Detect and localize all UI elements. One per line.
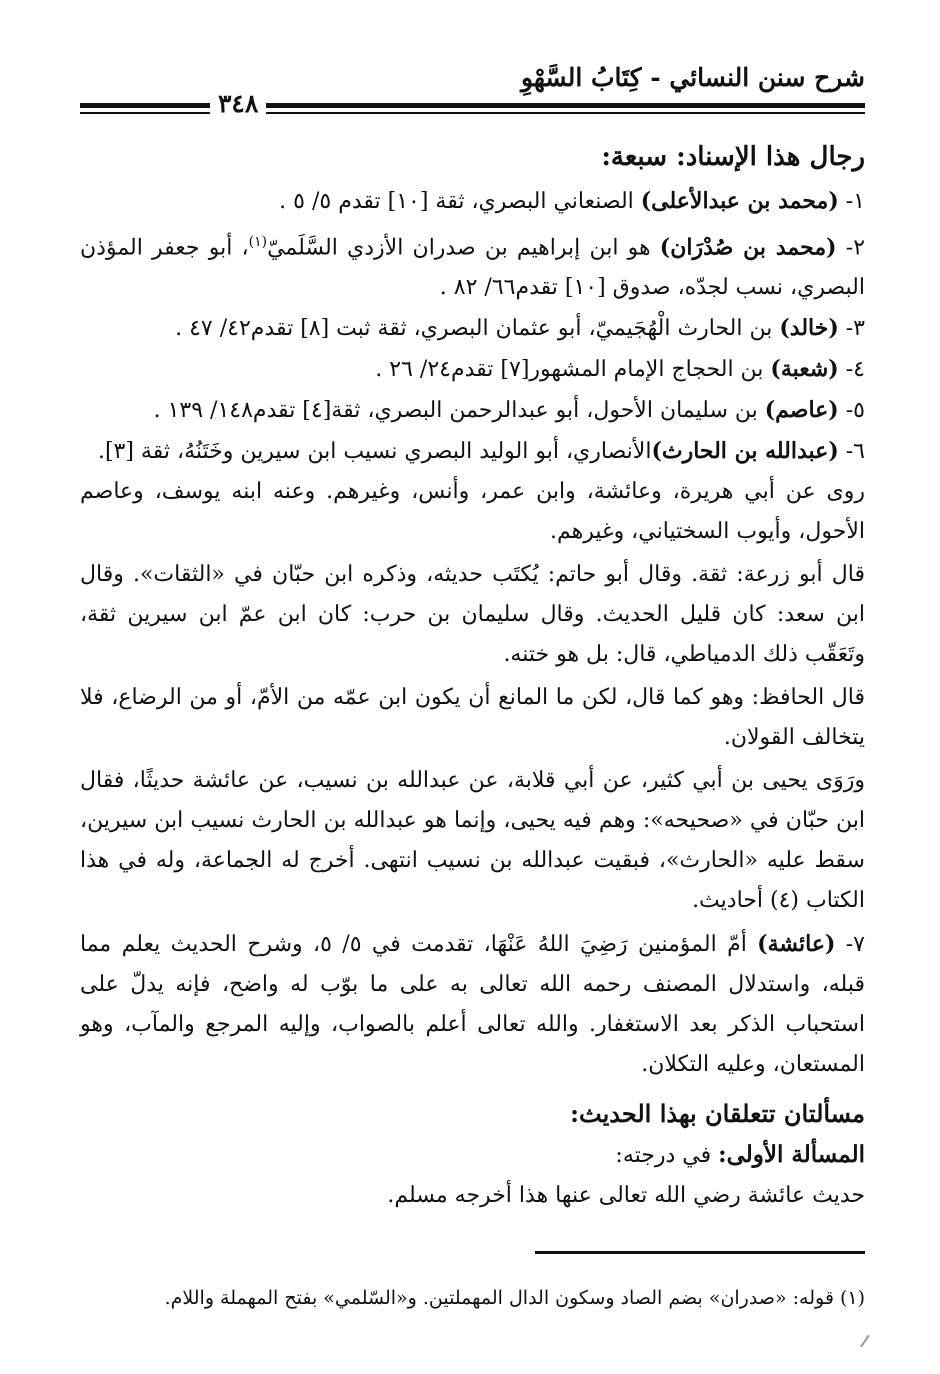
footnote-reference[interactable]: (١) xyxy=(248,234,268,250)
narrator-name: (عائشة) xyxy=(757,931,836,958)
narrator-number: ٣- xyxy=(838,316,865,342)
narrator-details: بن الحجاج الإمام المشهور[٧] تقدم٢٤/ ٢٦ . xyxy=(375,357,771,383)
narrator-2 xyxy=(80,222,865,308)
narrator-7 xyxy=(80,924,865,1085)
narrator-details: بن الحارث الْهُجَيميّ، أبو عثمان البصري، ثقة ثبت [٨] تقدم٤٢/ ٤٧ . xyxy=(175,316,780,342)
narrator-name: (محمد بن عبدالأعلى) xyxy=(640,188,839,214)
narrator-details: هو ابن إبراهيم بن صدران الأزدي السَّلَميّ xyxy=(267,235,660,261)
main-text xyxy=(80,135,865,1216)
narrator-6 xyxy=(80,431,865,472)
narrator-name: (عاصم) xyxy=(764,397,839,424)
narrator-number: ٦- xyxy=(838,439,865,465)
narrator-5 xyxy=(80,390,865,431)
section-title: رجال هذا الإسناد: سبعة: xyxy=(601,142,865,172)
narrator-details-continued: ، أبو جعفر المؤذن البصري، نسب لجدّه، صدوق [١٠] تقدم٦٦/ ٨٢ . xyxy=(80,235,865,301)
narrator-4 xyxy=(80,349,865,390)
running-title: شرح سنن النسائي - كِتَابُ السَّهْوِ xyxy=(520,63,865,92)
issues-heading: مسألتان تتعلقان بهذا الحديث: xyxy=(570,1099,865,1129)
narrator-name: (خالد) xyxy=(779,315,839,342)
narrator-name: (محمد بن صُدْرَان) xyxy=(659,234,837,261)
narrator-number: ١- xyxy=(838,189,865,214)
narrator-1 xyxy=(80,181,865,222)
narrator-3 xyxy=(80,308,865,349)
header-rule-thin xyxy=(80,112,865,114)
narrator-number: ٧- xyxy=(835,932,865,958)
narrator-name: (شعبة) xyxy=(770,356,839,383)
page-number: ٣٤٨ xyxy=(210,89,266,118)
issue-label: المسألة الأولى: xyxy=(718,1141,865,1169)
issue-topic: في درجته: xyxy=(615,1143,719,1169)
narrator-details: بن سليمان الأحول، أبو عبدالرحمن البصري، ثقة[٤] تقدم١٤٨/ ١٣٩ . xyxy=(153,398,765,424)
page-header xyxy=(80,55,865,118)
footnote: (١) قوله: «صدران» بضم الصاد وسكون الدال المهملتين. و«السّلمي» بفتح المهملة واللام. xyxy=(164,1287,865,1309)
narrator-details: الأنصاري، أبو الوليد البصري نسيب ابن سيرين وخَتَنُهُ، ثقة [٣]. xyxy=(97,439,652,465)
header-rule-thick xyxy=(80,103,865,108)
narrator-number: ٥- xyxy=(838,398,865,424)
narrator-details: الصنعاني البصري، ثقة [١٠] تقدم ٥/ ٥ . xyxy=(279,189,641,214)
scan-mark xyxy=(860,1335,870,1348)
narrator-name: (عبدالله بن الحارث) xyxy=(651,438,839,465)
paragraph-narrations: روى عن أبي هريرة، وعائشة، وابن عمر، وأنس، وغيرهم. وعنه ابنه يوسف، وعاصم الأحول، وأيوب السختياني، وغيرهم. xyxy=(80,479,865,545)
narrator-number: ٢- xyxy=(836,235,866,261)
narrator-number: ٤- xyxy=(838,357,865,383)
paragraph-grading: قال أبو زرعة: ثقة. وقال أبو حاتم: يُكتَب حديثه، وذكره ابن حبّان في «الثقات». وقال ابن سعد: كان قليل الحديث. وقال سليمان بن حرب: كان ابن عمّ ابن سيرين ثقة، وتَعَقّب ذلك الدمياطي، قال: بل هو ختنه. xyxy=(80,562,865,668)
paragraph-ibn-hibban: ورَوَى يحيى بن أبي كثير، عن أبي قلابة، عن عبدالله بن نسيب، عن عائشة حديثًا، فقال ابن حبّان في «صحيحه»: وهم فيه يحيى، وإنما هو عبدالله بن الحارث نسيب ابن سيرين، سقط عليه «الحارث»، فبقيت عبدالله بن نسيب انتهى. أخرج له الجماعة، وله في هذا الكتاب (٤) أحاديث. xyxy=(80,768,865,914)
issue-1-body: حديث عائشة رضي الله تعالى عنها هذا أخرجه مسلم. xyxy=(387,1183,865,1209)
paragraph-hafiz-comment: قال الحافظ: وهو كما قال، لكن ما المانع أن يكون ابن عمّه من الأمّ، أو من الرضاع، فلا يتخالف القولان. xyxy=(80,685,865,751)
issue-1-heading xyxy=(80,1135,865,1176)
narrator-details: أمّ المؤمنين رَضِيَ اللهُ عَنْهَا، تقدمت في ٥/ ٥، وشرح الحديث يعلم مما قبله، واستدلال المصنف رحمه الله تعالى به على ما بوّب له واضح، فإنه يدلّ على استحباب الذكر بعد الاستغفار. والله تعالى أعلم بالصواب، وإليه المرجع والمآب، وهو المستعان، وعليه التكلان. xyxy=(80,932,865,1078)
footnote-separator xyxy=(535,1251,865,1254)
